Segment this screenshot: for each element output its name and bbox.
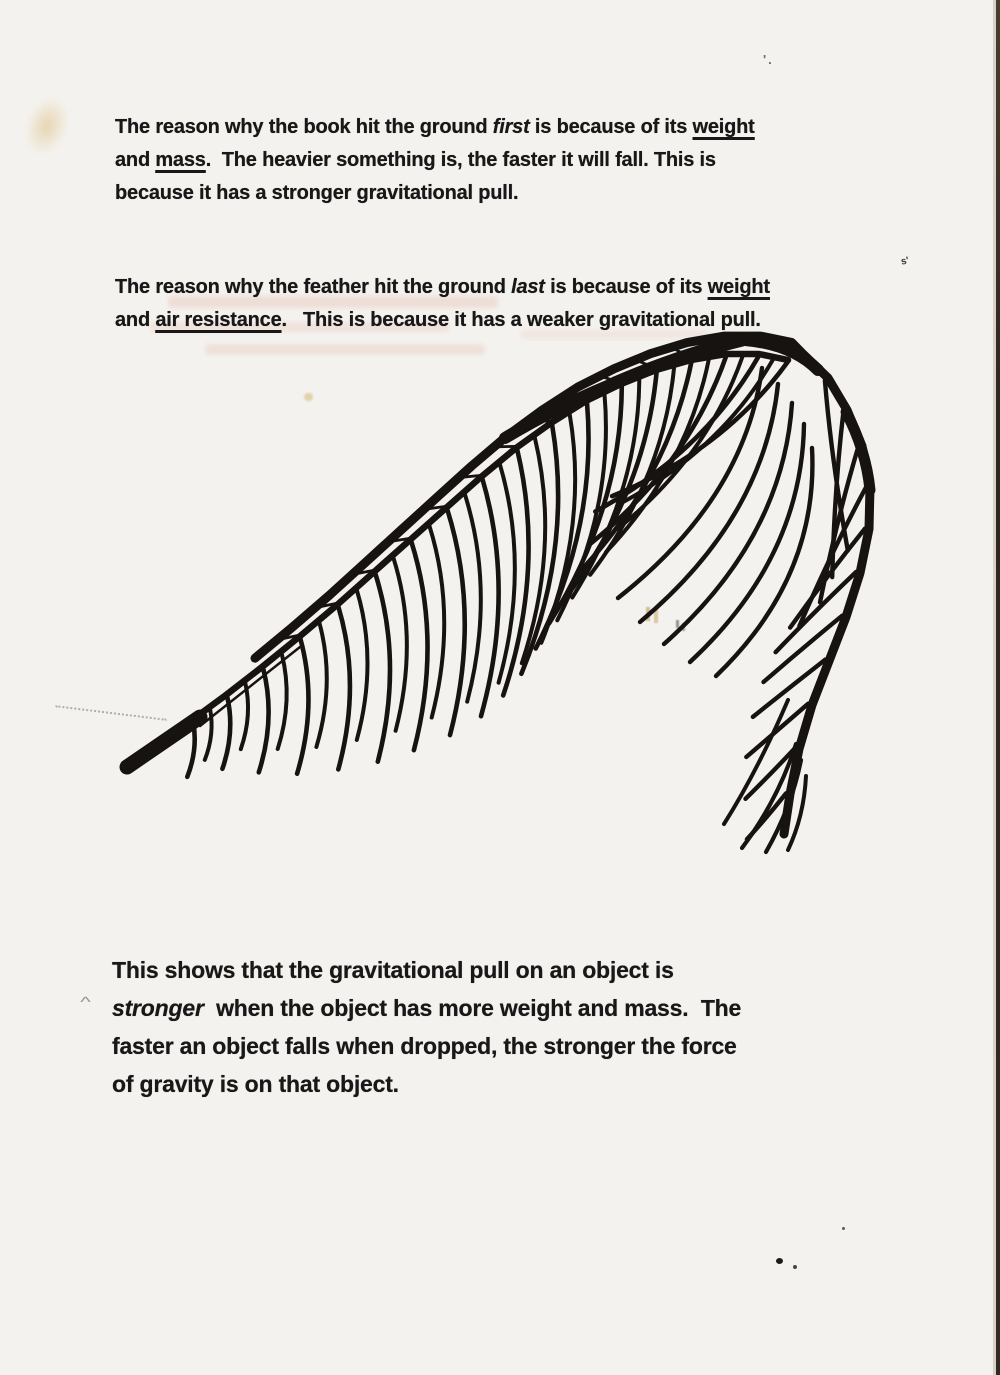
yellow-speck (304, 393, 313, 401)
text-segment: The reason why the feather hit the ground (115, 276, 512, 298)
text-segment: faster an object falls when dropped, the stronger the force (112, 1033, 737, 1059)
text-segment: air resistance (155, 309, 282, 331)
book-paragraph (115, 111, 915, 210)
text-segment: . The heavier something is, the faster it will fall. This is (205, 149, 716, 171)
caret-mark: ^ (80, 994, 91, 1011)
text-segment: weight (707, 276, 770, 298)
ink-dot (776, 1258, 783, 1264)
text-line (115, 177, 915, 210)
text-line (112, 1065, 932, 1103)
text-segment: last (511, 276, 545, 298)
text-line (115, 144, 915, 177)
text-segment: stronger (112, 995, 204, 1021)
text-line (112, 951, 932, 989)
yellow-stain (17, 91, 77, 162)
text-line (112, 1027, 932, 1065)
text-segment: . This is because it has a weaker gravitational pull. (281, 309, 761, 331)
faint-yellow-mark (646, 607, 650, 621)
text-segment: weight (692, 116, 755, 138)
text-segment: is because of its (529, 116, 693, 138)
text-segment: of gravity is on that object. (112, 1071, 399, 1097)
text-segment: is because of its (544, 276, 708, 298)
ink-showthrough (205, 344, 485, 355)
text-segment: because it has a stronger gravitational pull. (115, 182, 519, 204)
text-line (112, 989, 932, 1027)
text-segment: The reason why the book hit the ground (115, 116, 493, 138)
feather-paragraph (115, 271, 935, 337)
text-line (115, 304, 935, 337)
text-segment: and (115, 309, 156, 331)
conclusion-paragraph (112, 951, 932, 1103)
text-line (115, 111, 915, 144)
ink-dot (793, 1265, 797, 1269)
text-segment: mass (155, 149, 206, 171)
text-segment: This shows that the gravitational pull on an object is (112, 957, 674, 983)
text-segment: when the object has more weight and mass. The (203, 995, 742, 1021)
pen-mark-top-right: '. (763, 52, 774, 67)
scan-edge-line (996, 0, 1000, 1375)
text-line (115, 271, 935, 304)
ink-dot (842, 1227, 845, 1230)
text-segment: first (492, 116, 530, 138)
pen-mark-right-edge: s' (899, 255, 911, 268)
text-segment: and (115, 149, 156, 171)
faint-gray-mark (676, 620, 679, 628)
scratch-line (55, 705, 166, 721)
